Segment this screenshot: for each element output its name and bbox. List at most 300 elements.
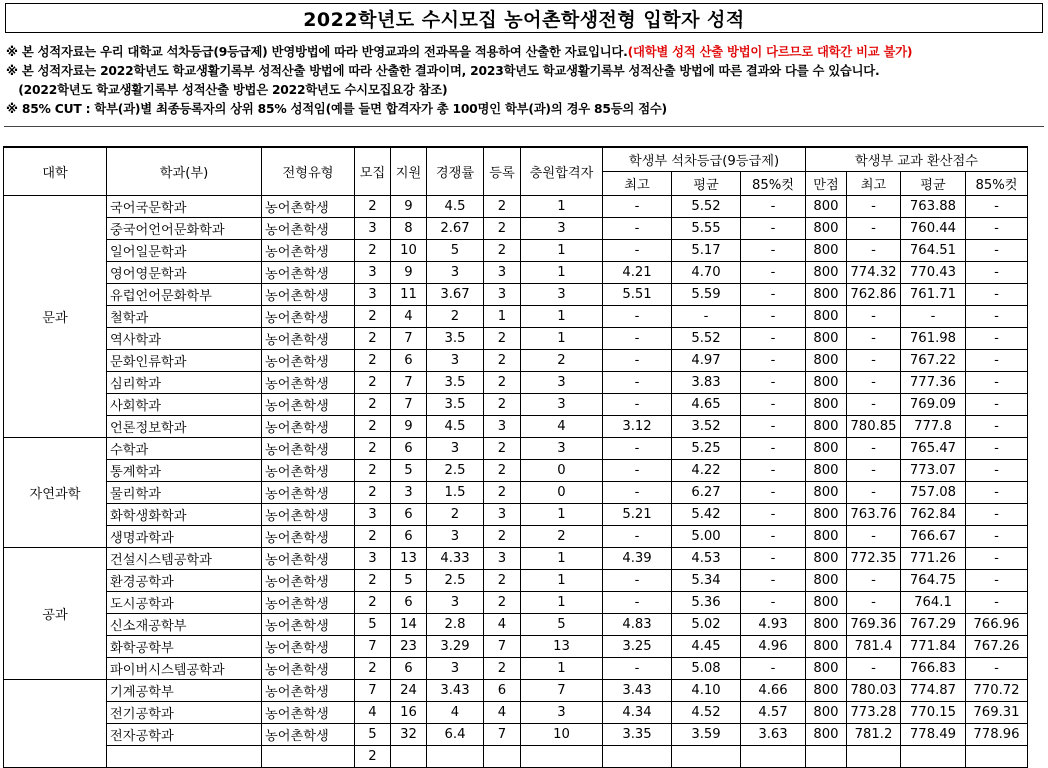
value-cell[interactable]: 7 xyxy=(484,724,521,746)
value-cell[interactable]: 2 xyxy=(484,570,521,592)
value-cell[interactable]: 3 xyxy=(427,438,484,460)
value-cell[interactable]: - xyxy=(741,218,806,240)
value-cell[interactable]: - xyxy=(741,394,806,416)
value-cell[interactable]: - xyxy=(741,504,806,526)
value-cell[interactable]: - xyxy=(741,196,806,218)
value-cell[interactable]: 8 xyxy=(391,218,427,240)
value-cell[interactable]: 1 xyxy=(521,306,603,328)
value-cell[interactable]: 5.52 xyxy=(672,328,741,350)
department-cell[interactable]: 역사학과 xyxy=(107,328,262,350)
value-cell[interactable]: 16 xyxy=(391,702,427,724)
value-cell[interactable]: 1 xyxy=(521,504,603,526)
value-cell[interactable]: 1.5 xyxy=(427,482,484,504)
value-cell[interactable]: 5.17 xyxy=(672,240,741,262)
value-cell[interactable]: 5 xyxy=(391,460,427,482)
value-cell[interactable]: 800 xyxy=(806,306,847,328)
value-cell[interactable]: - xyxy=(741,438,806,460)
value-cell[interactable]: 9 xyxy=(391,262,427,284)
value-cell[interactable]: 780.85 xyxy=(847,416,901,438)
value-cell[interactable]: 4.10 xyxy=(672,680,741,702)
value-cell[interactable]: - xyxy=(741,284,806,306)
value-cell[interactable]: 2 xyxy=(355,350,391,372)
value-cell[interactable]: 777.36 xyxy=(901,372,966,394)
value-cell[interactable]: 2.8 xyxy=(427,614,484,636)
admission-type-cell[interactable]: 농어촌학생 xyxy=(262,658,355,680)
value-cell[interactable]: 11 xyxy=(391,284,427,306)
value-cell[interactable]: 14 xyxy=(391,614,427,636)
value-cell[interactable]: 778.96 xyxy=(966,724,1028,746)
value-cell[interactable]: - xyxy=(741,240,806,262)
value-cell[interactable]: - xyxy=(741,372,806,394)
value-cell[interactable]: - xyxy=(966,306,1028,328)
value-cell[interactable]: 3 xyxy=(484,262,521,284)
value-cell[interactable]: 763.88 xyxy=(901,196,966,218)
value-cell[interactable]: 4.65 xyxy=(672,394,741,416)
value-cell[interactable]: - xyxy=(603,328,672,350)
value-cell[interactable]: 2 xyxy=(355,438,391,460)
value-cell[interactable]: 0 xyxy=(521,482,603,504)
value-cell[interactable] xyxy=(966,746,1028,768)
value-cell[interactable]: - xyxy=(603,196,672,218)
value-cell[interactable]: 2 xyxy=(355,306,391,328)
department-cell[interactable]: 철학과 xyxy=(107,306,262,328)
value-cell[interactable]: 800 xyxy=(806,262,847,284)
value-cell[interactable]: 3 xyxy=(355,218,391,240)
value-cell[interactable]: 4 xyxy=(355,702,391,724)
value-cell[interactable]: 13 xyxy=(521,636,603,658)
department-cell[interactable]: 심리학과 xyxy=(107,372,262,394)
value-cell[interactable]: 6 xyxy=(391,438,427,460)
value-cell[interactable]: 3 xyxy=(355,262,391,284)
department-cell[interactable]: 통계학과 xyxy=(107,460,262,482)
value-cell[interactable]: 800 xyxy=(806,570,847,592)
value-cell[interactable]: 800 xyxy=(806,526,847,548)
department-cell[interactable]: 수학과 xyxy=(107,438,262,460)
value-cell[interactable] xyxy=(847,746,901,768)
value-cell[interactable]: 2.5 xyxy=(427,570,484,592)
department-cell[interactable]: 영어영문학과 xyxy=(107,262,262,284)
value-cell[interactable]: 800 xyxy=(806,658,847,680)
value-cell[interactable]: - xyxy=(847,372,901,394)
value-cell[interactable]: 7 xyxy=(521,680,603,702)
value-cell[interactable]: 3 xyxy=(427,350,484,372)
value-cell[interactable]: 4.93 xyxy=(741,614,806,636)
value-cell[interactable]: 5 xyxy=(521,614,603,636)
admission-type-cell[interactable]: 농어촌학생 xyxy=(262,724,355,746)
value-cell[interactable]: - xyxy=(741,482,806,504)
value-cell[interactable]: 3 xyxy=(521,702,603,724)
value-cell[interactable]: - xyxy=(966,196,1028,218)
admission-type-cell[interactable]: 농어촌학생 xyxy=(262,526,355,548)
department-cell[interactable]: 건설시스템공학과 xyxy=(107,548,262,570)
value-cell[interactable]: 5.00 xyxy=(672,526,741,548)
value-cell[interactable]: 3 xyxy=(427,658,484,680)
value-cell[interactable]: 2 xyxy=(484,372,521,394)
value-cell[interactable]: 2 xyxy=(355,570,391,592)
value-cell[interactable]: 774.32 xyxy=(847,262,901,284)
value-cell[interactable]: - xyxy=(966,394,1028,416)
value-cell[interactable]: 3 xyxy=(355,504,391,526)
department-cell[interactable] xyxy=(107,746,262,768)
value-cell[interactable]: - xyxy=(741,658,806,680)
value-cell[interactable]: 800 xyxy=(806,394,847,416)
value-cell[interactable]: 3.5 xyxy=(427,328,484,350)
department-cell[interactable]: 전기공학과 xyxy=(107,702,262,724)
value-cell[interactable]: 3.43 xyxy=(427,680,484,702)
value-cell[interactable]: 6 xyxy=(391,658,427,680)
value-cell[interactable]: 6.4 xyxy=(427,724,484,746)
value-cell[interactable]: - xyxy=(966,548,1028,570)
department-cell[interactable]: 화학생화학과 xyxy=(107,504,262,526)
value-cell[interactable]: 2 xyxy=(484,460,521,482)
value-cell[interactable]: 2 xyxy=(484,328,521,350)
value-cell[interactable]: 2 xyxy=(355,526,391,548)
value-cell[interactable]: - xyxy=(966,284,1028,306)
admission-type-cell[interactable]: 농어촌학생 xyxy=(262,306,355,328)
value-cell[interactable]: - xyxy=(847,350,901,372)
value-cell[interactable]: 3 xyxy=(521,284,603,306)
department-cell[interactable]: 중국어언어문화학과 xyxy=(107,218,262,240)
value-cell[interactable]: 5 xyxy=(355,614,391,636)
value-cell[interactable]: 1 xyxy=(521,328,603,350)
value-cell[interactable]: 1 xyxy=(484,306,521,328)
value-cell[interactable]: 772.35 xyxy=(847,548,901,570)
value-cell[interactable]: 771.26 xyxy=(901,548,966,570)
value-cell[interactable]: 2 xyxy=(521,526,603,548)
value-cell[interactable]: 2 xyxy=(484,658,521,680)
value-cell[interactable] xyxy=(484,746,521,768)
value-cell[interactable]: 3 xyxy=(484,548,521,570)
value-cell[interactable]: - xyxy=(847,658,901,680)
value-cell[interactable]: 765.47 xyxy=(901,438,966,460)
value-cell[interactable] xyxy=(901,746,966,768)
value-cell[interactable]: 764.75 xyxy=(901,570,966,592)
value-cell[interactable]: 1 xyxy=(521,570,603,592)
value-cell[interactable]: 770.15 xyxy=(901,702,966,724)
value-cell[interactable]: 3 xyxy=(391,482,427,504)
value-cell[interactable]: 770.43 xyxy=(901,262,966,284)
value-cell[interactable]: 3.52 xyxy=(672,416,741,438)
admission-type-cell[interactable]: 농어촌학생 xyxy=(262,548,355,570)
value-cell[interactable]: 764.51 xyxy=(901,240,966,262)
value-cell[interactable]: 3.35 xyxy=(603,724,672,746)
value-cell[interactable]: 2 xyxy=(355,394,391,416)
value-cell[interactable]: 6 xyxy=(391,350,427,372)
value-cell[interactable]: - xyxy=(603,482,672,504)
value-cell[interactable]: 5.42 xyxy=(672,504,741,526)
value-cell[interactable]: 1 xyxy=(521,548,603,570)
value-cell[interactable] xyxy=(427,746,484,768)
value-cell[interactable]: 771.84 xyxy=(901,636,966,658)
value-cell[interactable]: - xyxy=(603,570,672,592)
value-cell[interactable]: 5.02 xyxy=(672,614,741,636)
admission-type-cell[interactable]: 농어촌학생 xyxy=(262,416,355,438)
value-cell[interactable]: 761.98 xyxy=(901,328,966,350)
admission-type-cell[interactable]: 농어촌학생 xyxy=(262,460,355,482)
value-cell[interactable]: 778.49 xyxy=(901,724,966,746)
value-cell[interactable]: 3 xyxy=(355,548,391,570)
value-cell[interactable]: 2 xyxy=(484,438,521,460)
value-cell[interactable]: 800 xyxy=(806,372,847,394)
value-cell[interactable]: 2 xyxy=(484,218,521,240)
department-cell[interactable]: 생명과학과 xyxy=(107,526,262,548)
value-cell[interactable]: 0 xyxy=(521,460,603,482)
value-cell[interactable]: 4.21 xyxy=(603,262,672,284)
value-cell[interactable]: 3 xyxy=(427,262,484,284)
value-cell[interactable]: 800 xyxy=(806,482,847,504)
value-cell[interactable]: 5.51 xyxy=(603,284,672,306)
college-cell[interactable] xyxy=(4,680,107,768)
value-cell[interactable]: - xyxy=(741,592,806,614)
admission-type-cell[interactable]: 농어촌학생 xyxy=(262,592,355,614)
value-cell[interactable]: - xyxy=(603,372,672,394)
department-cell[interactable]: 신소재공학부 xyxy=(107,614,262,636)
value-cell[interactable]: 2 xyxy=(355,196,391,218)
value-cell[interactable]: 2 xyxy=(355,592,391,614)
value-cell[interactable]: 7 xyxy=(391,328,427,350)
value-cell[interactable]: 4.83 xyxy=(603,614,672,636)
value-cell[interactable]: 9 xyxy=(391,196,427,218)
value-cell[interactable]: - xyxy=(966,416,1028,438)
value-cell[interactable]: - xyxy=(966,328,1028,350)
value-cell[interactable]: 6 xyxy=(391,526,427,548)
value-cell[interactable]: 4 xyxy=(484,614,521,636)
value-cell[interactable]: - xyxy=(966,240,1028,262)
value-cell[interactable]: - xyxy=(847,196,901,218)
value-cell[interactable]: 4.70 xyxy=(672,262,741,284)
admission-type-cell[interactable]: 농어촌학생 xyxy=(262,438,355,460)
value-cell[interactable]: 7 xyxy=(355,636,391,658)
department-cell[interactable]: 문화인류학과 xyxy=(107,350,262,372)
value-cell[interactable]: 2 xyxy=(484,526,521,548)
value-cell[interactable]: 7 xyxy=(355,680,391,702)
value-cell[interactable] xyxy=(603,746,672,768)
value-cell[interactable]: - xyxy=(966,372,1028,394)
value-cell[interactable]: 3.63 xyxy=(741,724,806,746)
value-cell[interactable]: - xyxy=(847,526,901,548)
college-cell[interactable]: 공과 xyxy=(4,548,107,680)
value-cell[interactable]: - xyxy=(966,262,1028,284)
department-cell[interactable]: 환경공학과 xyxy=(107,570,262,592)
value-cell[interactable]: 3 xyxy=(521,438,603,460)
value-cell[interactable]: 6 xyxy=(484,680,521,702)
value-cell[interactable]: 2 xyxy=(355,328,391,350)
value-cell[interactable]: 9 xyxy=(391,416,427,438)
value-cell[interactable]: - xyxy=(603,306,672,328)
value-cell[interactable]: 800 xyxy=(806,218,847,240)
value-cell[interactable]: 4.97 xyxy=(672,350,741,372)
value-cell[interactable]: 3 xyxy=(521,218,603,240)
value-cell[interactable]: 766.83 xyxy=(901,658,966,680)
value-cell[interactable]: 770.72 xyxy=(966,680,1028,702)
value-cell[interactable]: - xyxy=(741,328,806,350)
value-cell[interactable]: 2 xyxy=(427,504,484,526)
value-cell[interactable]: 2 xyxy=(355,240,391,262)
value-cell[interactable]: 3 xyxy=(484,284,521,306)
value-cell[interactable] xyxy=(391,746,427,768)
value-cell[interactable]: 4.5 xyxy=(427,196,484,218)
value-cell[interactable]: - xyxy=(847,218,901,240)
value-cell[interactable]: 4.96 xyxy=(741,636,806,658)
value-cell[interactable]: 761.71 xyxy=(901,284,966,306)
value-cell[interactable]: 6 xyxy=(391,592,427,614)
value-cell[interactable]: 4 xyxy=(521,416,603,438)
value-cell[interactable]: 800 xyxy=(806,438,847,460)
value-cell[interactable]: 1 xyxy=(521,592,603,614)
value-cell[interactable]: - xyxy=(966,592,1028,614)
value-cell[interactable]: 769.31 xyxy=(966,702,1028,724)
value-cell[interactable] xyxy=(521,746,603,768)
value-cell[interactable] xyxy=(741,746,806,768)
value-cell[interactable]: 800 xyxy=(806,680,847,702)
value-cell[interactable]: 7 xyxy=(391,394,427,416)
value-cell[interactable]: 2 xyxy=(355,416,391,438)
value-cell[interactable]: 800 xyxy=(806,614,847,636)
value-cell[interactable]: 800 xyxy=(806,284,847,306)
value-cell[interactable]: - xyxy=(847,460,901,482)
value-cell[interactable]: 5.52 xyxy=(672,196,741,218)
value-cell[interactable]: 2 xyxy=(484,196,521,218)
value-cell[interactable]: 2 xyxy=(355,460,391,482)
admission-type-cell[interactable]: 농어촌학생 xyxy=(262,284,355,306)
value-cell[interactable]: - xyxy=(847,592,901,614)
value-cell[interactable]: 800 xyxy=(806,548,847,570)
value-cell[interactable]: 3.25 xyxy=(603,636,672,658)
value-cell[interactable]: 800 xyxy=(806,504,847,526)
value-cell[interactable]: - xyxy=(901,306,966,328)
department-cell[interactable]: 전자공학과 xyxy=(107,724,262,746)
value-cell[interactable]: - xyxy=(603,658,672,680)
value-cell[interactable]: 800 xyxy=(806,592,847,614)
value-cell[interactable]: 5.25 xyxy=(672,438,741,460)
department-cell[interactable]: 화학공학부 xyxy=(107,636,262,658)
value-cell[interactable]: 766.67 xyxy=(901,526,966,548)
value-cell[interactable]: 2 xyxy=(484,394,521,416)
value-cell[interactable]: - xyxy=(966,218,1028,240)
value-cell[interactable]: 5.34 xyxy=(672,570,741,592)
department-cell[interactable]: 물리학과 xyxy=(107,482,262,504)
admission-type-cell[interactable]: 농어촌학생 xyxy=(262,614,355,636)
admission-type-cell[interactable]: 농어촌학생 xyxy=(262,218,355,240)
value-cell[interactable]: 767.22 xyxy=(901,350,966,372)
value-cell[interactable]: 5 xyxy=(391,570,427,592)
value-cell[interactable]: 3 xyxy=(521,372,603,394)
value-cell[interactable]: 762.84 xyxy=(901,504,966,526)
value-cell[interactable]: 780.03 xyxy=(847,680,901,702)
value-cell[interactable]: 4.5 xyxy=(427,416,484,438)
department-cell[interactable]: 도시공학과 xyxy=(107,592,262,614)
admission-type-cell[interactable]: 농어촌학생 xyxy=(262,636,355,658)
value-cell[interactable]: - xyxy=(847,240,901,262)
value-cell[interactable]: - xyxy=(672,306,741,328)
value-cell[interactable]: 800 xyxy=(806,636,847,658)
value-cell[interactable]: 10 xyxy=(521,724,603,746)
value-cell[interactable]: 757.08 xyxy=(901,482,966,504)
value-cell[interactable]: 4.39 xyxy=(603,548,672,570)
value-cell[interactable]: 2 xyxy=(484,592,521,614)
value-cell[interactable]: 1 xyxy=(521,658,603,680)
admission-type-cell[interactable]: 농어촌학생 xyxy=(262,680,355,702)
value-cell[interactable]: 2 xyxy=(355,372,391,394)
value-cell[interactable]: 763.76 xyxy=(847,504,901,526)
admission-type-cell[interactable]: 농어촌학생 xyxy=(262,196,355,218)
value-cell[interactable]: - xyxy=(741,548,806,570)
value-cell[interactable]: 4.66 xyxy=(741,680,806,702)
value-cell[interactable]: 800 xyxy=(806,416,847,438)
value-cell[interactable]: 3.12 xyxy=(603,416,672,438)
value-cell[interactable]: 3 xyxy=(427,526,484,548)
value-cell[interactable]: - xyxy=(966,570,1028,592)
value-cell[interactable]: - xyxy=(603,592,672,614)
value-cell[interactable]: 800 xyxy=(806,702,847,724)
admission-type-cell[interactable] xyxy=(262,746,355,768)
value-cell[interactable]: - xyxy=(847,570,901,592)
value-cell[interactable]: 3.5 xyxy=(427,394,484,416)
admission-type-cell[interactable]: 농어촌학생 xyxy=(262,482,355,504)
department-cell[interactable]: 기계공학부 xyxy=(107,680,262,702)
department-cell[interactable]: 파이버시스템공학과 xyxy=(107,658,262,680)
college-cell[interactable]: 문과 xyxy=(4,196,107,438)
value-cell[interactable]: 3.67 xyxy=(427,284,484,306)
value-cell[interactable]: 3.5 xyxy=(427,372,484,394)
value-cell[interactable]: - xyxy=(847,306,901,328)
value-cell[interactable]: 2 xyxy=(521,350,603,372)
department-cell[interactable]: 일어일문학과 xyxy=(107,240,262,262)
value-cell[interactable]: 3.83 xyxy=(672,372,741,394)
value-cell[interactable]: 777.8 xyxy=(901,416,966,438)
value-cell[interactable]: - xyxy=(603,460,672,482)
value-cell[interactable]: 3 xyxy=(521,394,603,416)
value-cell[interactable]: 4.33 xyxy=(427,548,484,570)
value-cell[interactable] xyxy=(672,746,741,768)
value-cell[interactable]: 1 xyxy=(521,240,603,262)
value-cell[interactable]: 10 xyxy=(391,240,427,262)
value-cell[interactable]: 769.36 xyxy=(847,614,901,636)
admission-type-cell[interactable]: 농어촌학생 xyxy=(262,328,355,350)
value-cell[interactable]: - xyxy=(741,526,806,548)
value-cell[interactable]: 800 xyxy=(806,196,847,218)
value-cell[interactable]: - xyxy=(966,482,1028,504)
value-cell[interactable]: 5.59 xyxy=(672,284,741,306)
value-cell[interactable]: - xyxy=(966,350,1028,372)
value-cell[interactable]: - xyxy=(966,658,1028,680)
value-cell[interactable]: - xyxy=(847,482,901,504)
value-cell[interactable]: 2 xyxy=(484,240,521,262)
value-cell[interactable]: 1 xyxy=(521,262,603,284)
value-cell[interactable]: 7 xyxy=(484,636,521,658)
value-cell[interactable]: 774.87 xyxy=(901,680,966,702)
value-cell[interactable]: - xyxy=(966,438,1028,460)
value-cell[interactable]: 13 xyxy=(391,548,427,570)
value-cell[interactable]: 6 xyxy=(391,504,427,526)
value-cell[interactable]: - xyxy=(741,416,806,438)
department-cell[interactable]: 사회학과 xyxy=(107,394,262,416)
value-cell[interactable]: 2.67 xyxy=(427,218,484,240)
value-cell[interactable]: - xyxy=(603,350,672,372)
value-cell[interactable]: 4.53 xyxy=(672,548,741,570)
value-cell[interactable]: 3 xyxy=(484,504,521,526)
value-cell[interactable]: 5.55 xyxy=(672,218,741,240)
value-cell[interactable]: 4 xyxy=(484,702,521,724)
admission-type-cell[interactable]: 농어촌학생 xyxy=(262,240,355,262)
value-cell[interactable]: - xyxy=(741,570,806,592)
value-cell[interactable]: - xyxy=(847,438,901,460)
value-cell[interactable]: 4.45 xyxy=(672,636,741,658)
value-cell[interactable]: 764.1 xyxy=(901,592,966,614)
value-cell[interactable]: 766.96 xyxy=(966,614,1028,636)
value-cell[interactable]: 2 xyxy=(427,306,484,328)
value-cell[interactable]: 2 xyxy=(355,658,391,680)
